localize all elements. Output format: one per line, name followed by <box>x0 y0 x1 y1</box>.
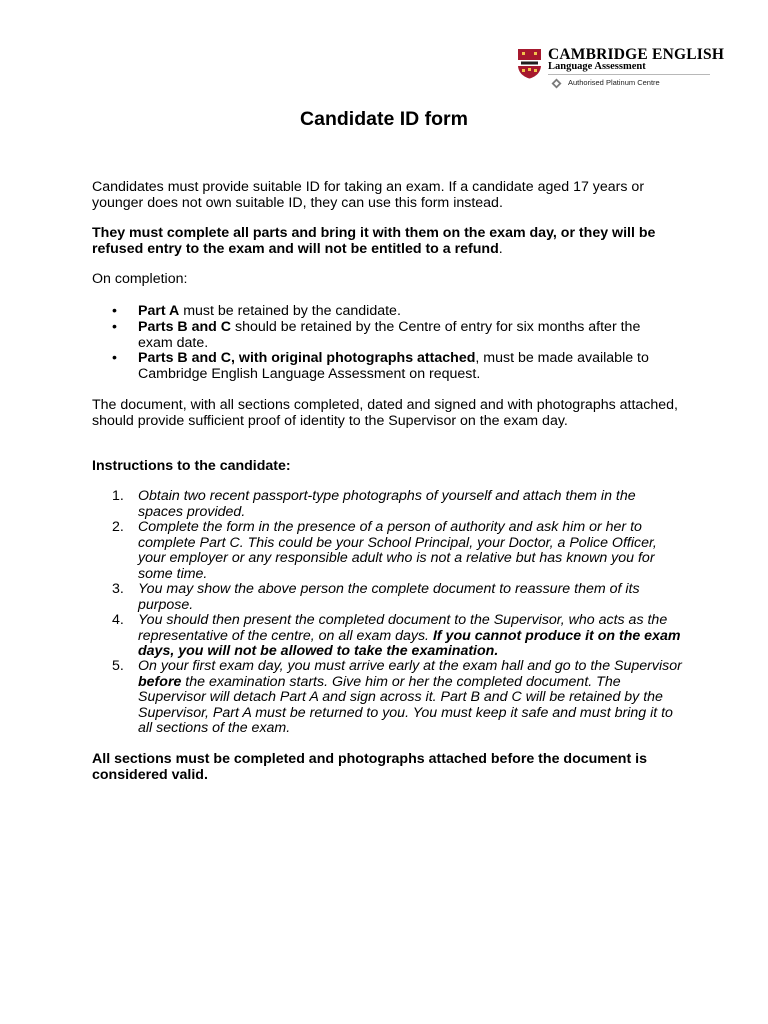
instruction-bold: If you cannot produce it on the exam days, you will not be allowed to take the examination. <box>138 627 681 659</box>
bullet-text: , must be made available to Cambridge English Language Assessment on request. <box>138 350 649 382</box>
instruction-item: Complete the form in the presence of a person of authority and ask him or her to complete Part C. This could be your School Principal, your Doctor, a Police Officer, your employer or any responsible adult who is not a relative but has known you for some time. <box>138 519 657 582</box>
instruction-text: On your first exam day, you must arrive early at the exam hall and go to the Supervisor <box>138 658 682 674</box>
authorised-centre-label: Authorised Platinum Centre <box>568 78 660 87</box>
bullet-bold: Parts B and C, with original photographs attached <box>138 350 476 366</box>
bullet-item <box>138 303 678 319</box>
instruction-number: 5. <box>112 658 124 674</box>
logo-name: CAMBRIDGE ENGLISH <box>548 46 725 63</box>
instruction-number: 1. <box>112 488 124 504</box>
instruction-text: You should then present the completed document to the Supervisor, who acts as the representative of the centre, on all exam days. <box>138 612 668 644</box>
instruction-number: 4. <box>112 612 124 628</box>
bullet-item <box>138 350 678 382</box>
warning-end: . <box>498 241 503 257</box>
instructions-heading: Instructions to the candidate: <box>92 458 291 474</box>
bullet-icon: • <box>112 350 117 366</box>
instruction-number: 2. <box>112 519 124 535</box>
instruction-number: 3. <box>112 581 124 597</box>
page-title: Candidate ID form <box>300 108 468 130</box>
document-note-paragraph: The document, with all sections completed, dated and signed and with photographs attached, should provide sufficient proof of identity to the Supervisor on the exam day. <box>92 397 679 429</box>
bullet-icon: • <box>112 303 117 319</box>
instruction-item <box>138 613 683 660</box>
instruction-text: the examination starts. Give him or her the completed document. The Supervisor will detach Part A and sign across it. Part B and C will be retained by the Supervisor, Part A must be returned to you. You must keep it safe and must bring it to all sections of the exam. <box>138 673 673 736</box>
on-completion-label: On completion: <box>92 271 188 287</box>
bullet-icon: • <box>112 319 117 335</box>
bullet-text: should be retained by the Centre of entry for six months after the exam date. <box>138 319 641 351</box>
cambridge-english-logo <box>517 46 725 90</box>
instruction-item: You may show the above person the complete document to reassure them of its purpose. <box>138 581 640 613</box>
intro-paragraph: Candidates must provide suitable ID for taking an exam. If a candidate aged 17 years or younger does not own suitable ID, they can use this form instead. <box>92 179 645 211</box>
instruction-bold: before <box>138 673 182 690</box>
instruction-item: Obtain two recent passport-type photographs of yourself and attach them in the spaces provided. <box>138 488 636 520</box>
warning-paragraph <box>92 225 684 257</box>
bullet-bold: Part A <box>138 303 180 319</box>
final-note: All sections must be completed and photographs attached before the document is considered valid. <box>92 751 647 783</box>
warning-bold-text: They must complete all parts and bring it with them on the exam day, or they will be refused entry to the exam and will not be entitled to a refund <box>92 225 656 257</box>
instruction-item <box>138 659 683 737</box>
logo-subtitle: Language Assessment <box>548 61 646 72</box>
bullet-text: must be retained by the candidate. <box>179 303 401 319</box>
logo-divider <box>548 74 710 75</box>
cambridge-shield-icon <box>517 48 542 79</box>
bullet-item <box>138 319 678 351</box>
bullet-bold: Parts B and C <box>138 319 232 335</box>
platinum-diamond-icon <box>551 78 562 89</box>
